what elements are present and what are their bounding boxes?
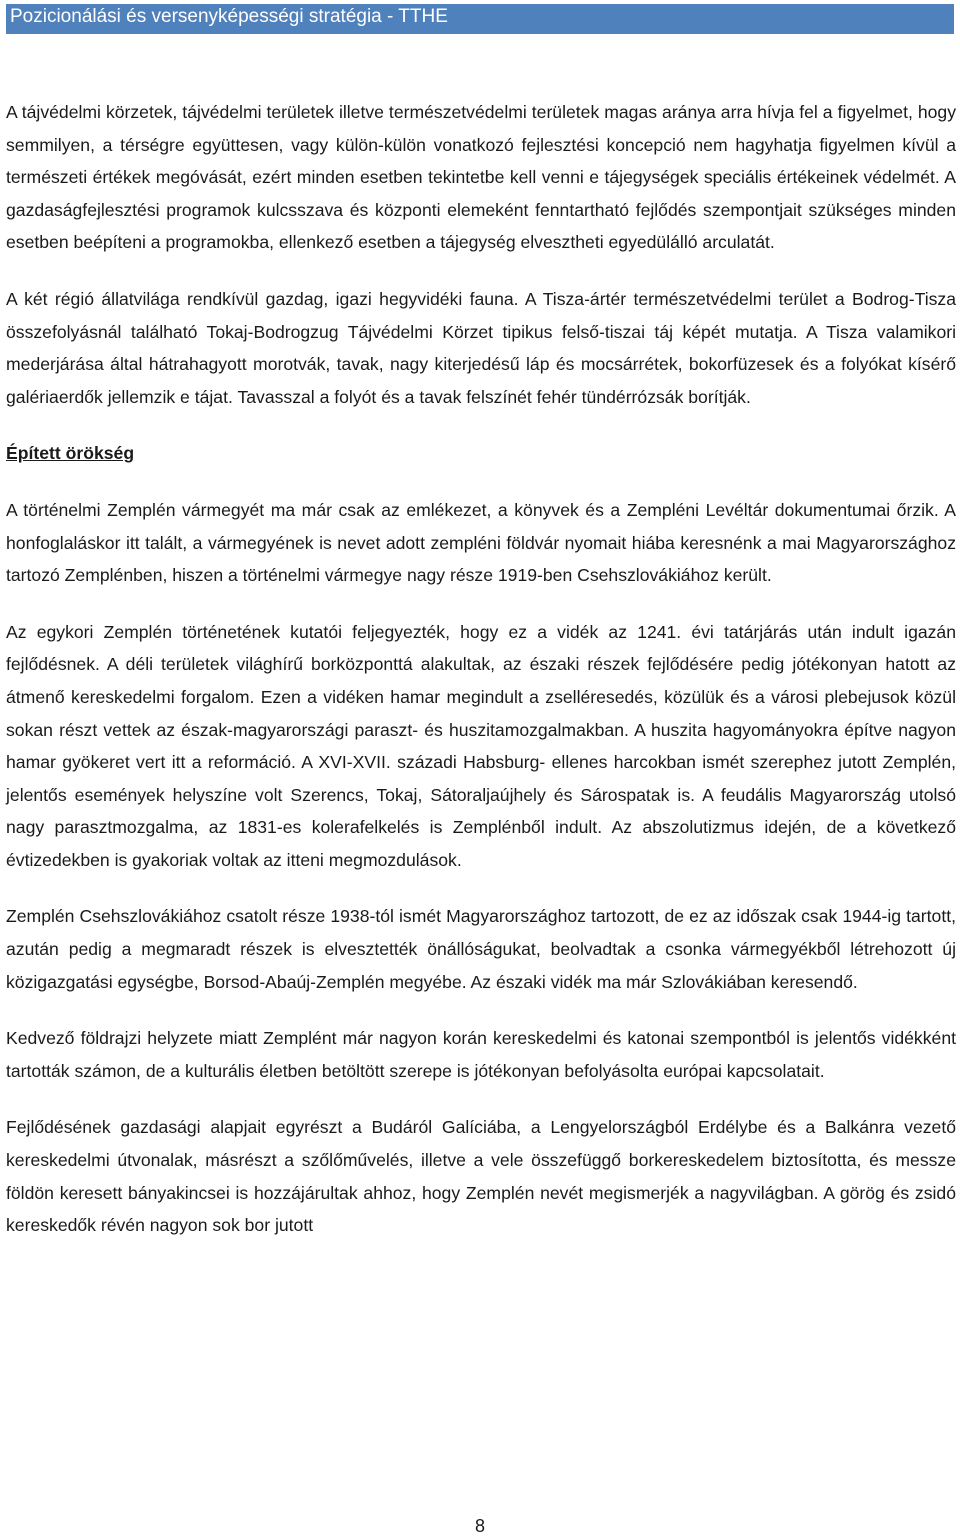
page-number: 8	[474, 1516, 485, 1536]
section-heading: Épített örökség	[6, 443, 135, 464]
paragraph-nature-protection: A tájvédelmi körzetek, tájvédelmi területek illetve természetvédelmi területek magas aránya arra hívja fel a figyelmet, hogy semmilyen, a térségre együttesen, vagy külön-külön vonatkozó fejlesztési koncepció nem hagyhatja figyelmen kívül a természeti értékek megóvását, ezért minden esetben tekintetbe kell venni e tájegységek speciális értékeinek védelmét. A gazdaságfejlesztési programok kulcsszava és központi elemeként fenntartható fejlődés szempontjait szükséges minden esetben beépíteni a programokba, ellenkező esetben a tájegység elvesztheti egyedülálló arculatát.	[6, 102, 956, 253]
paragraph-czechoslovakia: Zemplén Csehszlovákiához csatolt része 1938-tól ismét Magyarországhoz tartozott, de ez az időszak csak 1944-ig tartott, azután pedig a megmaradt részek is elvesztették önállóságukat, beolvadtak a csonka vármegyékből létrehozott új közigazgatási egységbe, Borsod-Abaúj-Zemplén megyébe. Az északi vidék ma már Szlovákiában keresendő.	[6, 906, 956, 992]
paragraph-fauna: A két régió állatvilága rendkívül gazdag, igazi hegyvidéki fauna. A Tisza-ártér természetvédelmi terület a Bodrog-Tisza összefolyásnál található Tokaj-Bodrogzug Tájvédelmi Körzet tipikus felső-tiszai táj képét mutatja. A Tisza valamikori mederjárása által hátrahagyott morotvák, tavak, nagy kiterjedésű láp és mocsárrétek, bokorfüzesek és a folyókat kísérő galériaerdők jellemzik e tájat. Tavasszal a folyót és a tavak felszínét fehér tündérrózsák borítják.	[6, 288, 956, 407]
document-body	[6, 96, 956, 1242]
paragraph-zemplen-county: A történelmi Zemplén vármegyét ma már csak az emlékezet, a könyvek és a Zempléni Levéltár dokumentumai őrzik. A honfoglaláskor itt talált, a vármegyének is nevet adott zempléni földvár nyomait hiába keresnénk a mai Magyarországhoz tartozó Zemplénben, hiszen a történelmi vármegye nagy része 1919-ben Csehszlovákiához került.	[6, 499, 956, 586]
document-title: Pozicionálási és versenyképességi stratégia - TTHE	[10, 6, 448, 27]
paragraph-economy: Fejlődésének gazdasági alapjait egyrészt a Budáról Galíciába, a Lengyelországból Erdélybe és a Balkánra vezető kereskedelmi útvonalak, másrészt a szőlőművelés, illetve a vele összefüggő borkereskedelem biztosította, és messze földön keresett bányakincsei is hozzájárultak ahhoz, hogy Zemplén nevét megismerjék a nagyvilágban. A görög és zsidó kereskedők révén nagyon sok bor jutott	[6, 1117, 956, 1236]
paragraph-geography: Kedvező földrajzi helyzete miatt Zemplént már nagyon korán kereskedelmi és katonai szempontból is jelentős vidékként tartották számon, de a kulturális életben betöltött szerepe is jótékonyan befolyásolta európai kapcsolatait.	[6, 1028, 956, 1081]
page-header	[6, 4, 954, 34]
paragraph-zemplen-history: Az egykori Zemplén történetének kutatói feljegyezték, hogy ez a vidék az 1241. évi tatárjárás után indult igazán fejlődésnek. A déli területek világhírű borközponttá alakultak, az északi részek fejlődésére pedig jótékonyan hatott az átmenő kereskedelmi forgalom. Ezen a vidéken hamar megindult a zselléresedés, közülük és a városi plebejusok közül sokan részt vettek az észak-magyarországi paraszt- és huszitamozgalmakban. A huszita hagyományokra építve nagyon hamar gyökeret vert itt a reformáció. A XVI-XVII. századi Habsburg- ellenes harcokban ismét szerephez jutott Zemplén, jelentős események helyszíne volt Szerencs, Tokaj, Sátoraljaújhely és Sárospatak is. A feudális Magyarország utolsó nagy parasztmozgalma, az 1831-es kolerafelkelés is Zemplénből indult. Az abszolutizmus idején, de a következő évtizedekben is gyakoriak voltak az itteni megmozdulások.	[6, 621, 956, 870]
